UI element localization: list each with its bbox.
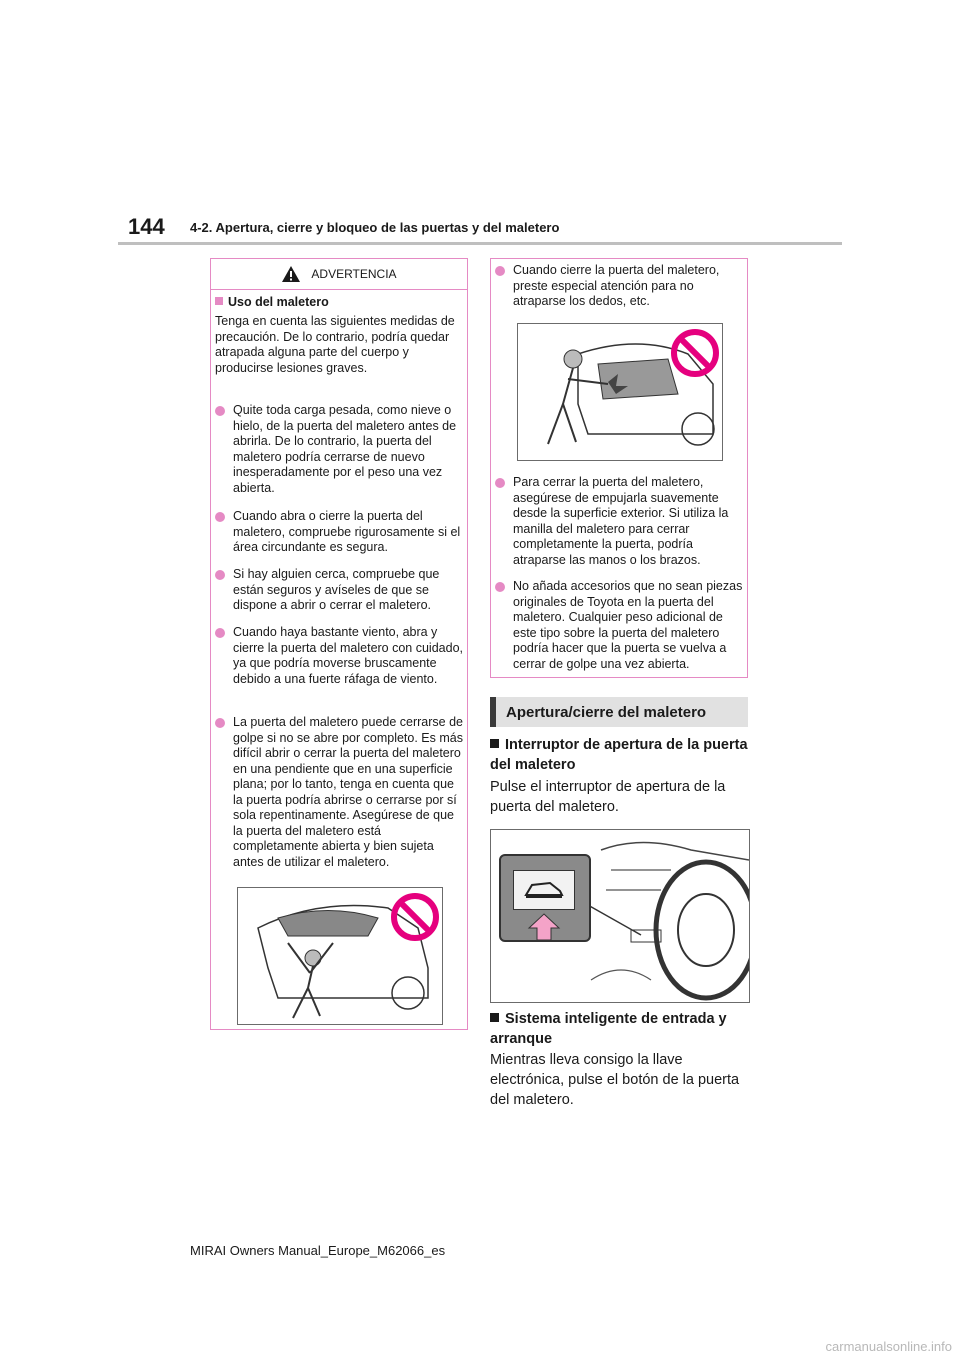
figure-trunk-close [517,323,723,461]
subsection-title-1: Interruptor de apertura de la puerta del maletero [490,737,748,773]
figure-trunk-lift [237,887,443,1025]
section-heading: Apertura/cierre del maletero [490,697,748,727]
warning-bullet: Quite toda carga pesada, como nieve o hielo, de la puerta del maletero antes de abrirla. De lo contrario, la puerta del maletero podría cerrarse de nuevo inesperadamente por el peso una vez abierta. [215,403,463,496]
page-number: 144 [128,214,165,239]
warning-bullet: No añada accesorios que no sean piezas originales de Toyota en la puerta del maletero. Cualquier peso adicional de este tipo sobre la puerta del maletero podría hacer que la puerta se vuelva a cerrar de golpe una vez abierta. [495,579,743,672]
subsection-text-1: Pulse el interruptor de apertura de la puerta del maletero. [490,779,726,815]
header-rule [118,242,842,245]
pink-bullet-icon [215,628,225,638]
figure-dashboard-switch [490,829,750,1003]
warning-box-left [210,258,468,1030]
warning-box-right [490,258,748,678]
trunk-switch-button[interactable] [513,870,575,910]
warning-subhead-text: Uso del maletero [228,295,329,309]
pink-bullet-icon [495,266,505,276]
square-bullet-icon [490,1013,499,1022]
warning-bullet: Si hay alguien cerca, compruebe que están seguros y avíseles de que se dispone a abrir o cerrar el maletero. [215,567,463,614]
pink-bullet-icon [495,582,505,592]
manual-name: MIRAI Owners Manual_Europe_M62066_es [190,1243,446,1258]
warning-bullet: Cuando cierre la puerta del maletero, preste especial atención para no atraparse los dedos, etc. [495,263,743,310]
prohibition-icon [670,328,720,378]
warning-title-bar [211,259,467,290]
section-title: 4-2. Apertura, cierre y bloqueo de las puertas y del maletero [190,220,560,235]
square-bullet-icon [490,739,499,748]
prohibition-icon [390,892,440,942]
warning-bullet: Cuando haya bastante viento, abra y cierre la puerta del maletero con cuidado, ya que podría moverse bruscamente debido a una fuerte ráfaga de viento. [215,625,463,687]
warning-intro: Tenga en cuenta las siguientes medidas de precaución. De lo contrario, podría quedar atrapada alguna parte del cuerpo y producirse lesiones graves. [215,314,455,375]
trunk-switch-callout [499,854,591,942]
warning-title: ADVERTENCIA [311,267,397,281]
warning-bullet: La puerta del maletero puede cerrarse de golpe si no se abre por completo. Es más difícil abrir o cerrar la puerta del maletero en una pendiente que en una superficie plana; por lo tanto, tenga en cuenta que la puerta podría abrirse o cerrarse por sí sola repentinamente. Asegúrese de que la puerta del maletero está completamente abierta y bien sujeta antes de utilizar el maletero. [215,715,463,870]
pink-bullet-icon [215,718,225,728]
watermark: carmanualsonline.info [825,1339,952,1354]
warning-bullet: Para cerrar la puerta del maletero, asegúrese de empujarla suavemente desde la superficie exterior. Si utiliza la manilla del maletero para cerrar completamente la puerta, podría atraparse las manos o los brazos. [495,475,743,568]
car-trunk-icon [514,871,574,909]
warning-bullet: Cuando abra o cierre la puerta del maletero, compruebe rigurosamente si el área circundante es segura. [215,509,463,556]
pink-bullet-icon [215,512,225,522]
subsection-title-2: Sistema inteligente de entrada y arranque [490,1011,727,1047]
square-bullet-icon [215,297,223,305]
pink-bullet-icon [215,570,225,580]
up-arrow-icon [527,912,561,942]
warning-triangle-icon [281,265,301,283]
subsection-text-2: Mientras lleva consigo la llave electrónica, pulse el botón de la puerta del maletero. [490,1052,740,1108]
warning-subhead [215,295,329,309]
pink-bullet-icon [495,478,505,488]
pink-bullet-icon [215,406,225,416]
